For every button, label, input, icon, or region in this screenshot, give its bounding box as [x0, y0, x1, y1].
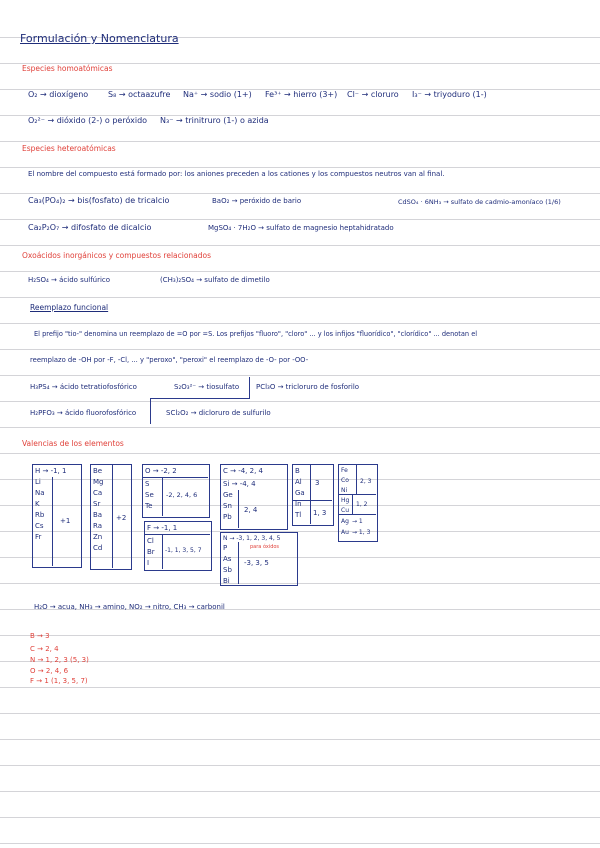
heading-functional: Reemplazo funcional	[30, 303, 109, 312]
element-list: B Al Ga In Tl	[295, 467, 305, 519]
valence-value: +1	[60, 517, 71, 525]
element-list: Cl Br I	[147, 537, 155, 567]
hetero-formula: Ca₃(PO₄)₂ → bis(fosfato) de tricalcio	[28, 196, 170, 205]
valence-value: → 1, 3	[352, 529, 371, 536]
divider	[356, 464, 357, 494]
hetero-formula: BaO₂ → peróxido de bario	[212, 197, 302, 205]
homo-formula: O₂²⁻ → dióxido (2-) o peróxido	[28, 116, 148, 125]
red-note: C → 2, 4	[30, 645, 59, 653]
homo-formula: S₈ → octaazufre	[108, 90, 171, 99]
valence-value: 1, 3	[313, 509, 327, 517]
divider	[249, 377, 250, 399]
homo-formula: O₂ → dioxígeno	[28, 90, 89, 99]
element-list: P As Sb Bi	[223, 544, 232, 585]
valence-value: 2, 4	[244, 506, 258, 514]
element-head: O → -2, 2	[145, 467, 177, 475]
element-head: N → -3, 1, 2, 3, 4, 5	[223, 535, 281, 542]
element-list: Be Mg Ca Sr Ba Ra Zn Cd	[93, 467, 104, 552]
element-head: C → -4, 2, 4	[223, 467, 263, 475]
functional-text: reemplazo de -OH por -F, -Cl, ... y "peroxo", "peroxi" el reemplazo de -O- por -OO-	[30, 356, 309, 364]
valence-value: -3, 3, 5	[244, 559, 269, 567]
heading-homoatomic: Especies homoatómicas	[22, 64, 113, 73]
red-note: O → 2, 4, 6	[30, 667, 69, 675]
valence-value: -2, 2, 4, 6	[166, 491, 198, 499]
divider	[162, 477, 163, 516]
red-note: F → 1 (1, 3, 5, 7)	[30, 677, 88, 685]
element-list: Si → -4, 4 Ge Sn Pb	[223, 480, 256, 521]
divider	[150, 398, 250, 399]
element-list: Fe Co Ni Hg Cu	[341, 467, 350, 514]
divider	[352, 494, 353, 514]
functional-formula: H₂PFO₃ → ácido fluorofosfórico	[30, 409, 137, 417]
divider	[142, 477, 208, 478]
heading-valences: Valencias de los elementos	[22, 439, 124, 448]
valence-value: +2	[116, 514, 127, 522]
note-oxides: para óxidos	[250, 544, 280, 550]
hetero-formula: CdSO₄ · 6NH₃ → sulfato de cadmio-amoníaco (1/6)	[398, 198, 561, 206]
divider	[112, 464, 113, 568]
valence-value: → 1	[352, 518, 363, 525]
divider	[238, 542, 239, 584]
functional-formula: H₃PS₄ → ácido tetratiofosfórico	[30, 383, 137, 391]
functional-formula: SCl₂O₂ → dicloruro de sulfurilo	[166, 409, 271, 417]
element-list: S Se Te	[145, 480, 154, 510]
homo-formula: N₃⁻ → trinitruro (1-) o azida	[160, 116, 269, 125]
element-list: H → -1, 1 Li Na K Rb Cs Fr	[35, 467, 67, 541]
page-title: Formulación y Nomenclatura	[20, 32, 179, 45]
ligand-names: H₂O → acua, NH₃ → amino, NO₂ → nitro, CH₃ → carbonil	[34, 603, 225, 611]
functional-formula: S₂O₃²⁻ → tiosulfato	[174, 383, 240, 391]
functional-text: El prefijo "tio-" denomina un reemplazo de =O por =S. Los prefijos "fluoro", "cloro" ... y los infijos "fluorídico", "clorídico" ... denotan el	[34, 330, 478, 338]
element-head: F → -1, 1	[147, 524, 178, 532]
hetero-formula: MgSO₄ · 7H₂O → sulfato de magnesio heptahidratado	[208, 224, 394, 232]
hetero-rule: El nombre del compuesto está formado por: los aniones preceden a los cationes y los compuestos neutros van al final.	[28, 170, 445, 178]
heading-oxoacids: Oxoácidos inorgánicos y compuestos relacionados	[22, 251, 212, 260]
divider	[150, 398, 151, 424]
red-note: N → 1, 2, 3 (5, 3)	[30, 656, 89, 664]
divider	[144, 534, 210, 535]
divider	[162, 534, 163, 569]
homo-formula: Fe³⁺ → hierro (3+)	[265, 90, 338, 99]
valence-value: 3	[315, 479, 320, 487]
red-note: B → 3	[30, 632, 50, 640]
valence-value: -1, 1, 3, 5, 7	[165, 547, 202, 554]
hetero-formula: Ca₂P₂O₇ → difosfato de dicalcio	[28, 223, 152, 232]
homo-formula: Cl⁻ → cloruro	[347, 90, 399, 99]
divider	[310, 464, 311, 524]
valence-value: 2, 3	[360, 478, 372, 485]
functional-formula: PCl₃O → tricloruro de fosforilo	[256, 383, 360, 391]
heading-heteroatomic: Especies heteroatómicas	[22, 144, 116, 153]
homo-formula: I₃⁻ → triyoduro (1-)	[412, 90, 487, 99]
homo-formula: Na⁺ → sodio (1+)	[183, 90, 252, 99]
oxo-formula: (CH₃)₂SO₄ → sulfato de dimetilo	[160, 276, 270, 284]
element-au: Au	[341, 529, 349, 536]
element-ag: Ag	[341, 518, 349, 525]
valence-value: 1, 2	[356, 501, 368, 508]
oxo-formula: H₂SO₄ → ácido sulfúrico	[28, 276, 111, 284]
